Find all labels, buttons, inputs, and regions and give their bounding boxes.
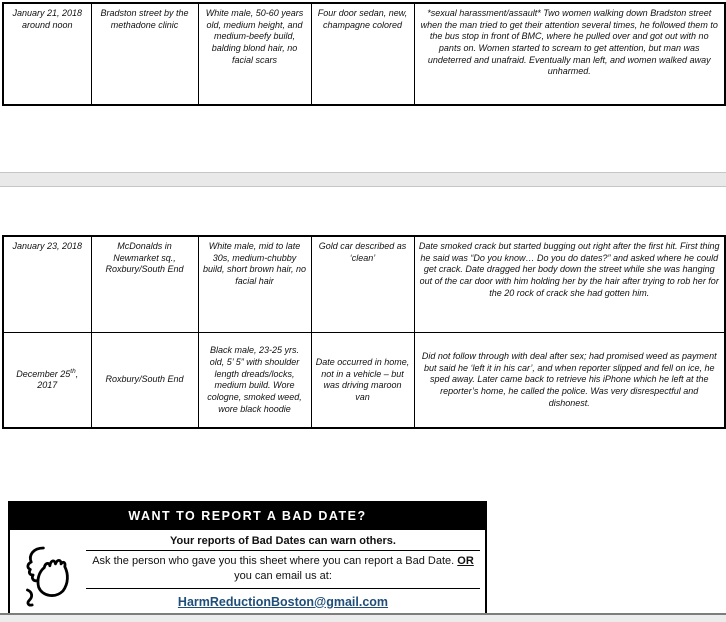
cell-location: Bradston street by the methadone clinic bbox=[91, 3, 198, 105]
cell-date: December 25th, 2017 bbox=[3, 332, 91, 428]
cell-location: Roxbury/South End bbox=[91, 332, 198, 428]
cell-vehicle: Gold car described as ‘clean’ bbox=[311, 236, 414, 332]
whisper-icon bbox=[10, 530, 86, 616]
bad-date-table-page1 bbox=[2, 2, 726, 106]
page-break-gap bbox=[0, 172, 726, 187]
cell-person-description: White male, 50-60 years old, medium height, and medium-beefy build, balding blond hair, no facial scars bbox=[198, 3, 311, 105]
cell-person-description: Black male, 23-25 yrs. old, 5’ 5” with shoulder length dreads/locks, medium build. Wore cologne, smoked weed, wore black hoodie bbox=[198, 332, 311, 428]
report-box-instructions: Ask the person who gave you this sheet where you can report a Bad Date. OR you can email us at: bbox=[86, 551, 480, 589]
page-bottom-edge bbox=[0, 613, 726, 622]
cell-incident: Date smoked crack but started bugging out right after the first hit. First thing he said was “Do you know… Do you do dates?” and asked where he could get crack. Date dragged her body down the street while she was hanging out of the car door with him holding her by the hair after trying to rob her for the 20 rock of crack she had gotten him. bbox=[414, 236, 725, 332]
bad-date-row bbox=[3, 332, 725, 428]
cell-incident: *sexual harassment/assault* Two women walking down Bradston street when the man tried to get their attention several times, he followed them to the bus stop in front of BMC, where he pulled over and got out with no pants on. Women started to scream to get attention, but man was undeterred and unafraid. Eventually man left, and women walked away unharmed. bbox=[414, 3, 725, 105]
ordinal-suffix: th bbox=[70, 367, 76, 375]
bad-date-row bbox=[3, 3, 725, 105]
email-link[interactable]: HarmReductionBoston@gmail.com bbox=[177, 594, 389, 609]
report-box-title: WANT TO REPORT A BAD DATE? bbox=[10, 503, 485, 530]
cell-vehicle: Date occurred in home, not in a vehicle – but was driving maroon van bbox=[311, 332, 414, 428]
cell-incident: Did not follow through with deal after sex; had promised weed as payment but said he ‘left it in his car’, and when reporter slipped and fell on ice, he sped away. Later came back to retrieve his iPhone which he left at the reporter’s home, he called the police. Was very disrespectful and dishonest. bbox=[414, 332, 725, 428]
bad-date-row bbox=[3, 236, 725, 332]
cell-vehicle: Four door sedan, new, champagne colored bbox=[311, 3, 414, 105]
bad-date-table-page2 bbox=[2, 235, 726, 429]
cell-person-description: White male, mid to late 30s, medium-chubby build, short brown hair, no facial hair bbox=[198, 236, 311, 332]
cell-date: January 21, 2018 around noon bbox=[3, 3, 91, 105]
cell-location: McDonalds in Newmarket sq., Roxbury/South End bbox=[91, 236, 198, 332]
or-emphasis: OR bbox=[457, 555, 474, 567]
cell-date: January 23, 2018 bbox=[3, 236, 91, 332]
report-bad-date-box bbox=[8, 501, 487, 618]
report-box-subtitle: Your reports of Bad Dates can warn others. bbox=[86, 530, 480, 551]
